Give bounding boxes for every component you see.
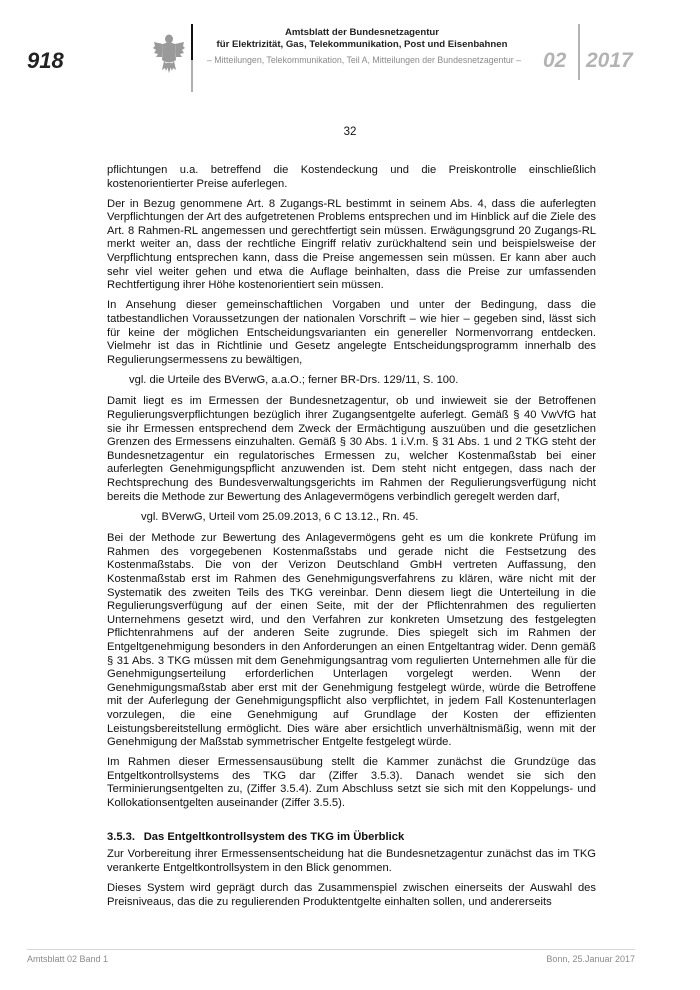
paragraph: Im Rahmen dieser Ermessensausübung stellt die Kammer zunächst die Grundzüge das Entgeltkontrollsystems des TKG dar (Ziffer 3.5.3). Danach wendet sie sich den Terminierungsentgelten zu, (Ziffer 3.5.4). Zum Abschluss setzt sie sich mit den Koppelungs- und Kollokationsentgelten auseinander (Ziffer 3.5.5).	[107, 756, 596, 810]
page-header	[0, 0, 700, 95]
gazette-title-line2: für Elektrizität, Gas, Telekommunikation, Post und Eisenbahnen	[216, 39, 508, 50]
federal-eagle-icon	[152, 30, 186, 74]
paragraph: In Ansehung dieser gemeinschaftlichen Vorgaben und unter der Bedingung, dass die tatbestandlichen Voraussetzungen der nationalen Vorschrift – wie hier – gegeben sind, lässt sich für keine der möglichen Entscheidungsvarianten ein genereller Normenvorrang entdecken. Vielmehr ist das in Richtlinie und Gesetz angelegte Entscheidungsprogramm innerhalb des Regulierungsermessens zu bewältigen,	[107, 299, 596, 366]
paragraph: Der in Bezug genommene Art. 8 Zugangs-RL bestimmt in seinem Abs. 4, dass die auferlegten Verpflichtungen der Art des aufgetretenen Problems entsprechen und im Hinblick auf die Ziele des Art. 8 Rahmen-RL angemessen und gerechtfertigt sein müssen. Erwägungsgrund 20 Zugangs-RL merkt weiter an, dass der rechtliche Eingriff relativ zurückhaltend sein und beispielsweise der Verpflichtung entsprechen kann, dass die Preise angemessen sein müssen. Er kann aber auch sehr viel weiter gehen und etwa die Auflage beinhalten, dass die Preise zur umfassenden Rechtfertigung ihrer Höhe kostenorientiert sein müssen.	[107, 197, 596, 292]
citation: vgl. die Urteile des BVerwG, a.a.O.; ferner BR-Drs. 129/11, S. 100.	[129, 373, 459, 386]
paragraph: Damit liegt es im Ermessen der Bundesnetzagentur, ob und inwieweit sie der Betroffenen Regulierungsverpflichtungen bezüglich ihrer Zugangsentgelte auferlegt. Gemäß § 40 VwVfG hat sie ihr Ermessen entsprechend dem Zweck der Ermächtigung auszuüben und die gesetzlichen Grenzen des Ermessens einzuhalten. Gemäß § 30 Abs. 1 i.V.m. § 31 Abs. 1 und 2 TKG steht der Bundesnetzagentur ein regulatorisches Ermessen zu, welcher Kostenmaßstab bei einer auferlegten Genehmigungspflicht anzuwenden ist. Dem steht nicht entgegen, dass nach der Rechtsprechung des Bundesverwaltungsgerichts im Rahmen der Regulierungsverfügung nicht bereits die Methode zur Bewertung des Anlagevermögens verbindlich geregelt werden darf,	[107, 395, 596, 503]
paragraph: Bei der Methode zur Bewertung des Anlagevermögens geht es um die konkrete Prüfung im Rahmen des vorgegebenen Kostenmaßstabs und gerade nicht die Festsetzung des Kostenmaßstabs. Die von der Verizon Deutschland GmbH vertreten Auffassung, den Kostenmaßstab erst im Rahmen des Genehmigungsverfahrens zu klären, wäre nicht mit der Systematik des zweiten Teils des TKG vereinbar. Denn diesem liegt die Unterteilung in die Regulierungsverfügung auf der einen Seite, mit der der Pflichtenrahmen des regulierten Unternehmens gesetzt wird, und den Verfahren zur konkreten Umsetzung des festgelegten Pflichtenrahmens auf der anderen Seite zugrunde. Dies spiegelt sich im Rahmen der Entgeltgenehmigung besonders in den Anforderungen an einen Entgeltantrag wider. Denn gemäß § 31 Abs. 3 TKG müssen mit dem Genehmigungsantrag vom regulierten Unternehmen alle für die Genehmigungserteilung erforderlichen Unterlagen vorgelegt werden. Wenn der Genehmigungsmaßstab aber erst mit der Genehmigung festgelegt würde, würde die Betroffene mit der Auferlegung der Genehmigungspflicht also verpflichtet, in jedem Fall Kostenunterlagen vorzulegen, die eine Genehmigung auf Grundlage der Kosten der effizienten Leistungsbereitstellung ermöglicht. Dies wäre aber ersichtlich unverhältnismäßig, wenn mit der Genehmigung der Maßstab symmetrischer Entgelte festgelegt würde.	[107, 532, 596, 749]
footer-volume: Amtsblatt 02 Band 1	[27, 954, 109, 964]
header-divider-accent	[191, 60, 193, 92]
citation: vgl. BVerwG, Urteil vom 25.09.2013, 6 C 13.12., Rn. 45.	[141, 510, 419, 523]
paragraph: Dieses System wird geprägt durch das Zusammenspiel zwischen einerseits der Auswahl des Preisniveaus, das die zu regulierenden Produktentgelte einhalten sollen, und andererseits	[107, 881, 596, 908]
issue-year: 2017	[586, 49, 633, 72]
gazette-page-number: 918	[27, 48, 64, 73]
footer-divider	[27, 949, 635, 950]
section-heading: 3.5.3. Das Entgeltkontrollsystem des TKG im Überblick	[107, 830, 405, 843]
footer-date: Bonn, 25.Januar 2017	[546, 954, 635, 964]
document-page-number: 32	[343, 126, 357, 138]
body-text	[107, 164, 596, 916]
paragraph: pflichtungen u.a. betreffend die Kostendeckung und die Preiskontrolle einschließlich kostenorientierter Preise auferlegen.	[107, 164, 596, 190]
gazette-title-line1: Amtsblatt der Bundesnetzagentur	[284, 27, 440, 38]
issue-number: 02	[543, 49, 567, 72]
paragraph: Zur Vorbereitung ihrer Ermessensentscheidung hat die Bundesnetzagentur zunächst das im TKG verankerte Entgeltkontrollsystem in den Blick genommen.	[107, 848, 596, 874]
gazette-subtitle: – Mitteilungen, Telekommunikation, Teil A, Mitteilungen der Bundesnetzagentur –	[206, 55, 522, 65]
issue-divider	[578, 24, 580, 80]
